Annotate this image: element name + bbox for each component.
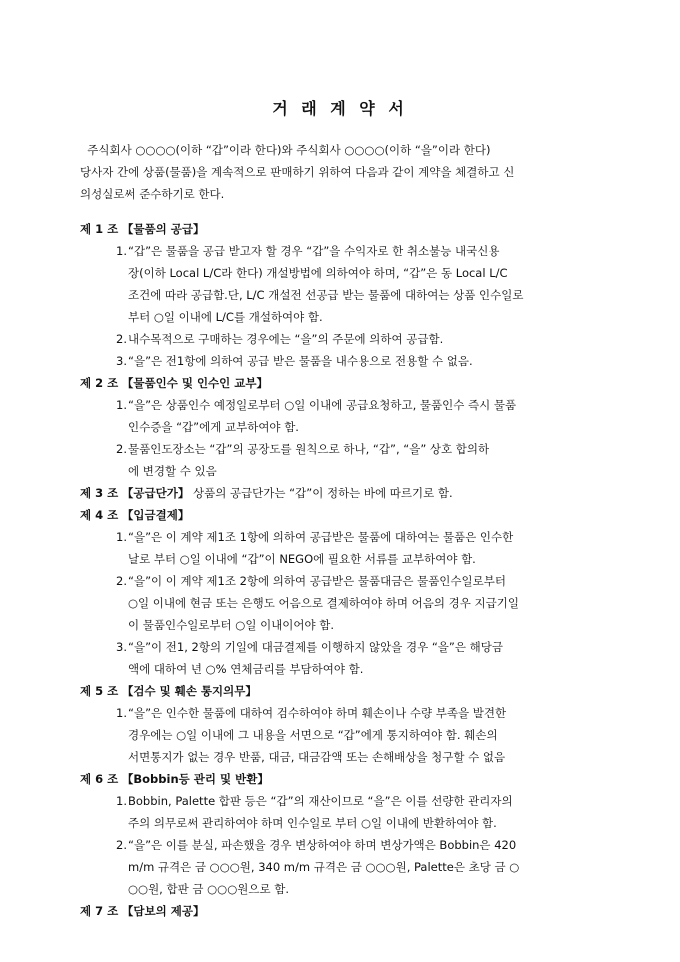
item-line: 물품인도장소는 “갑”의 공장도를 원칙으로 하나, “갑”, “을” 상호 합의하 <box>128 442 490 456</box>
item-number: 1. <box>116 794 127 808</box>
item-line: 장(이하 Local L/C라 한다) 개설방법에 의하여야 하며, “갑”은 동 Local L/C <box>128 266 508 280</box>
article-number: 제 5 조 <box>80 684 119 698</box>
article-title: 【물품의 공급】 <box>121 222 205 236</box>
item-line: ○○원, 합판 금 ○○○원으로 함. <box>128 882 289 896</box>
article-number: 제 7 조 <box>80 904 119 918</box>
article <box>80 768 600 900</box>
item-line: ○일 이내에 현금 또는 은행도 어음으로 결제하여야 하며 어음의 경우 지급기일 <box>128 596 519 610</box>
intro-line: 주식회사 ○○○○(이하 “갑”이라 한다)와 주식회사 ○○○○(이하 “을”이라 한다) <box>80 143 491 157</box>
article-item <box>116 834 600 900</box>
article-number: 제 1 조 <box>80 222 119 236</box>
article-item <box>116 526 600 570</box>
item-line: 액에 대하여 년 ○% 연체금리를 부담하여야 함. <box>128 662 364 676</box>
article-heading <box>80 504 600 526</box>
article-item <box>116 240 600 328</box>
item-line: “을”은 이 계약 제1조 1항에 의하여 공급받은 물품에 대하여는 물품은 인수한 <box>128 530 514 544</box>
article-item <box>116 328 600 350</box>
intro-line: 의성실로써 준수하기로 한다. <box>80 187 225 201</box>
article-heading <box>80 372 600 394</box>
article-title: 【담보의 제공】 <box>121 904 205 918</box>
article-item <box>116 438 600 482</box>
article-number: 제 3 조 <box>80 486 119 500</box>
article-heading <box>80 900 600 922</box>
article-text: 상품의 공급단가는 “갑”이 정하는 바에 따르기로 함. <box>189 486 453 500</box>
intro-paragraph <box>80 139 600 205</box>
article <box>80 900 600 922</box>
item-line: 주의 의무로써 관리하여야 하며 인수일로 부터 ○일 이내에 반환하여야 함. <box>128 816 497 830</box>
item-line: “을”이 전1, 2항의 기일에 대금결제를 이행하지 않았을 경우 “을”은 해당금 <box>128 640 503 654</box>
item-line: “갑”은 물품을 공급 받고자 할 경우 “갑”을 수익자로 한 취소불능 내국신용 <box>128 244 500 258</box>
item-line: 인수증을 “갑”에게 교부하여야 함. <box>128 420 299 434</box>
item-text <box>128 394 600 438</box>
item-line: “을”이 이 계약 제1조 2항에 의하여 공급받은 물품대금은 물품인수일로부터 <box>128 574 506 588</box>
item-text <box>128 702 600 768</box>
item-line: 내수목적으로 구매하는 경우에는 “을”의 주문에 의하여 공급함. <box>128 332 444 346</box>
item-text <box>128 328 600 350</box>
intro-line: 당사자 간에 상품(물품)을 계속적으로 판매하기 위하여 다음과 같이 계약을 체결하고 신 <box>80 165 515 179</box>
article-item <box>116 350 600 372</box>
item-text <box>128 240 600 328</box>
item-number: 3. <box>116 354 127 368</box>
item-number: 1. <box>116 530 127 544</box>
article <box>80 218 600 372</box>
item-line: m/m 규격은 금 ○○○원, 340 m/m 규격은 금 ○○○원, Palette은 초당 금 ○ <box>128 860 520 874</box>
article <box>80 372 600 482</box>
article-heading <box>80 482 600 504</box>
item-number: 2. <box>116 442 127 456</box>
article <box>80 504 600 680</box>
article-number: 제 6 조 <box>80 772 119 786</box>
item-text <box>128 834 600 900</box>
item-number: 1. <box>116 244 127 258</box>
article-title: 【물품인수 및 인수인 교부】 <box>121 376 268 390</box>
article-item <box>116 394 600 438</box>
article-heading <box>80 768 600 790</box>
article <box>80 680 600 768</box>
item-line: Bobbin, Palette 합판 등은 “갑”의 재산이므로 “을”은 이를 선량한 관리자의 <box>128 794 513 808</box>
item-line: 에 변경할 수 있음 <box>128 464 217 478</box>
item-line: “을”은 상품인수 예정일로부터 ○일 이내에 공급요청하고, 물품인수 즉시 물품 <box>128 398 517 412</box>
articles-list <box>80 218 600 922</box>
article-item <box>116 790 600 834</box>
article-item <box>116 570 600 636</box>
item-number: 3. <box>116 640 127 654</box>
item-line: 부터 ○일 이내에 L/C를 개설하여야 함. <box>128 310 323 324</box>
item-number: 1. <box>116 706 127 720</box>
item-line: 서면통지가 없는 경우 반품, 대금, 대금감액 또는 손해배상을 청구할 수 없음 <box>128 750 506 764</box>
item-number: 2. <box>116 838 127 852</box>
article-title: 【검수 및 훼손 통지의무】 <box>121 684 257 698</box>
article-number: 제 2 조 <box>80 376 119 390</box>
item-text <box>128 438 600 482</box>
item-number: 1. <box>116 398 127 412</box>
item-line: “을”은 전1항에 의하여 공급 받은 물품을 내수용으로 전용할 수 없음. <box>128 354 473 368</box>
article-item <box>116 702 600 768</box>
item-text <box>128 350 600 372</box>
item-text <box>128 790 600 834</box>
article-heading <box>80 218 600 240</box>
article-heading <box>80 680 600 702</box>
document-title: 거 래 계 약 서 <box>272 99 408 118</box>
item-line: 경우에는 ○일 이내에 그 내용을 서면으로 “갑”에게 통지하여야 함. 훼손의 <box>128 728 498 742</box>
item-line: “을”은 인수한 물품에 대하여 검수하여야 하며 훼손이나 수량 부족을 발견한 <box>128 706 507 720</box>
article-title: 【Bobbin등 관리 및 반환】 <box>121 772 269 786</box>
item-text <box>128 526 600 570</box>
article-item <box>116 636 600 680</box>
item-line: 날로 부터 ○일 이내에 “갑”이 NEGO에 필요한 서류를 교부하여야 함. <box>128 552 476 566</box>
article-title: 【입금결제】 <box>121 508 190 522</box>
item-line: 이 물품인수일로부터 ○일 이내이어야 함. <box>128 618 335 632</box>
article <box>80 482 600 504</box>
article-number: 제 4 조 <box>80 508 119 522</box>
article-title: 【공급단가】 <box>121 486 190 500</box>
item-line: “을”은 이를 분실, 파손했을 경우 변상하여야 하며 변상가액은 Bobbin은 420 <box>128 838 517 852</box>
item-number: 2. <box>116 574 127 588</box>
item-text <box>128 636 600 680</box>
item-number: 2. <box>116 332 127 346</box>
item-text <box>128 570 600 636</box>
item-line: 조건에 따라 공급함.단, L/C 개설전 선공급 받는 물품에 대하여는 상품 인수일로 <box>128 288 524 302</box>
